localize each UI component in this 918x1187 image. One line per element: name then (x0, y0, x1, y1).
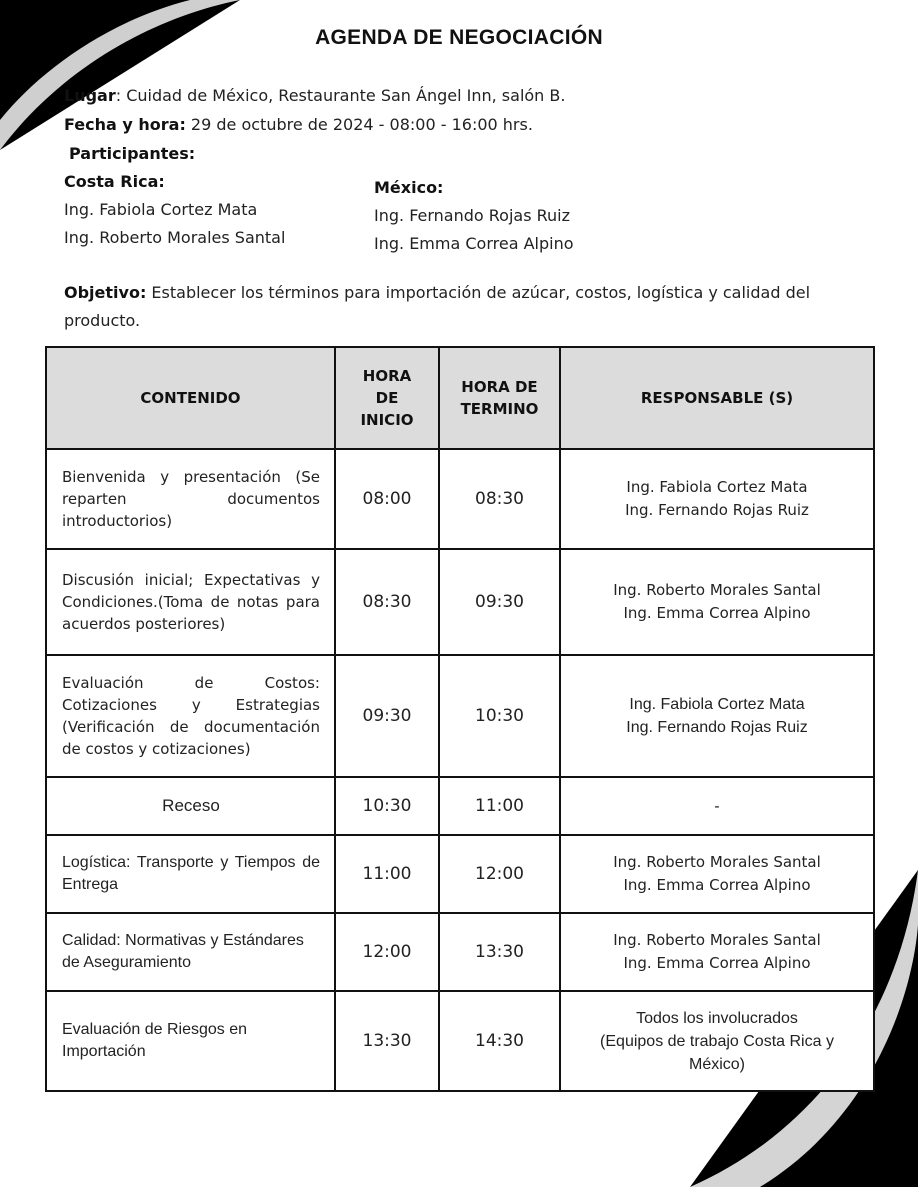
table-row (46, 655, 874, 777)
place-value: : Cuidad de México, Restaurante San Ángel Inn, salón B. (115, 86, 566, 105)
table-row (46, 449, 874, 549)
row-content: Discusión inicial; Expectativas y Condiciones.(Toma de notas para acuerdos posteriores) (46, 549, 335, 655)
row-content: Evaluación de Riesgos en Importación (46, 991, 335, 1091)
responsible-name: Ing. Fabiola Cortez Mata (629, 696, 805, 713)
row-responsible (560, 835, 874, 913)
row-end-time: 08:30 (439, 449, 560, 549)
responsible-name: Ing. Roberto Morales Santal (613, 853, 821, 871)
table-row (46, 991, 874, 1091)
page-title: AGENDA DE NEGOCIACIÓN (315, 26, 603, 49)
participants-heading: Participantes: (69, 144, 196, 163)
objective-text: Establecer los términos para importación de azúcar, costos, logística y calidad del producto. (64, 283, 811, 330)
responsible-name: Ing. Fabiola Cortez Mata (626, 478, 808, 496)
objective-paragraph (64, 279, 824, 335)
row-responsible (560, 655, 874, 777)
place-label: Lugar (64, 86, 116, 105)
date-line (64, 115, 533, 135)
responsible-name: Ing. Fernando Rojas Ruiz (625, 501, 809, 519)
row-end-time: 13:30 (439, 913, 560, 991)
row-end-time: 10:30 (439, 655, 560, 777)
row-responsible (560, 991, 874, 1091)
row-content: Logística: Transporte y Tiempos de Entrega (46, 835, 335, 913)
table-header-row (46, 347, 874, 449)
mexico-member: Ing. Fernando Rojas Ruiz (374, 206, 571, 225)
responsible-name: Ing. Fernando Rojas Ruiz (626, 719, 808, 736)
column-header-start: HORA DE INICIO (335, 347, 439, 449)
responsible-name: Ing. Emma Correa Alpino (623, 604, 811, 622)
row-responsible (560, 777, 874, 835)
responsible-name: Ing. Emma Correa Alpino (623, 876, 811, 894)
costa-rica-member: Ing. Roberto Morales Santal (64, 228, 286, 247)
row-end-time: 09:30 (439, 549, 560, 655)
table-row (46, 777, 874, 835)
row-end-time: 12:00 (439, 835, 560, 913)
row-responsible (560, 549, 874, 655)
table-row (46, 835, 874, 913)
responsible-name: Ing. Emma Correa Alpino (623, 954, 811, 972)
row-start-time: 11:00 (335, 835, 439, 913)
row-start-time: 12:00 (335, 913, 439, 991)
row-content: Calidad: Normativas y Estándares de Aseguramiento (46, 913, 335, 991)
row-responsible (560, 913, 874, 991)
responsible-name: Ing. Roberto Morales Santal (613, 581, 821, 599)
row-start-time: 13:30 (335, 991, 439, 1091)
row-start-time: 08:30 (335, 549, 439, 655)
costa-rica-member: Ing. Fabiola Cortez Mata (64, 200, 258, 219)
row-content: Receso (46, 777, 335, 835)
table-row (46, 549, 874, 655)
row-responsible (560, 449, 874, 549)
column-header-content: CONTENIDO (46, 347, 335, 449)
row-content: Evaluación de Costos: Cotizaciones y Estrategias (Verificación de documentación de costos y cotizaciones) (46, 655, 335, 777)
objective-label: Objetivo: (64, 283, 147, 302)
mexico-member: Ing. Emma Correa Alpino (374, 234, 574, 253)
row-start-time: 10:30 (335, 777, 439, 835)
responsible-name: Todos los involucrados (636, 1009, 798, 1027)
mexico-label: México: (374, 178, 444, 197)
row-start-time: 09:30 (335, 655, 439, 777)
agenda-table (45, 346, 875, 1092)
row-content: Bienvenida y presentación (Se reparten documentos introductorios) (46, 449, 335, 549)
place-line (64, 86, 565, 106)
date-label: Fecha y hora: (64, 115, 186, 134)
row-end-time: 11:00 (439, 777, 560, 835)
costa-rica-label: Costa Rica: (64, 172, 165, 191)
table-row (46, 913, 874, 991)
column-header-responsible: RESPONSABLE (S) (560, 347, 874, 449)
row-start-time: 08:00 (335, 449, 439, 549)
column-header-end: HORA DE TERMINO (439, 347, 560, 449)
responsible-name: - (714, 796, 720, 815)
responsible-name: Ing. Roberto Morales Santal (613, 931, 821, 949)
responsible-name: (Equipos de trabajo Costa Rica y México) (600, 1032, 834, 1073)
date-value: 29 de octubre de 2024 - 08:00 - 16:00 hrs. (185, 115, 533, 134)
row-end-time: 14:30 (439, 991, 560, 1091)
